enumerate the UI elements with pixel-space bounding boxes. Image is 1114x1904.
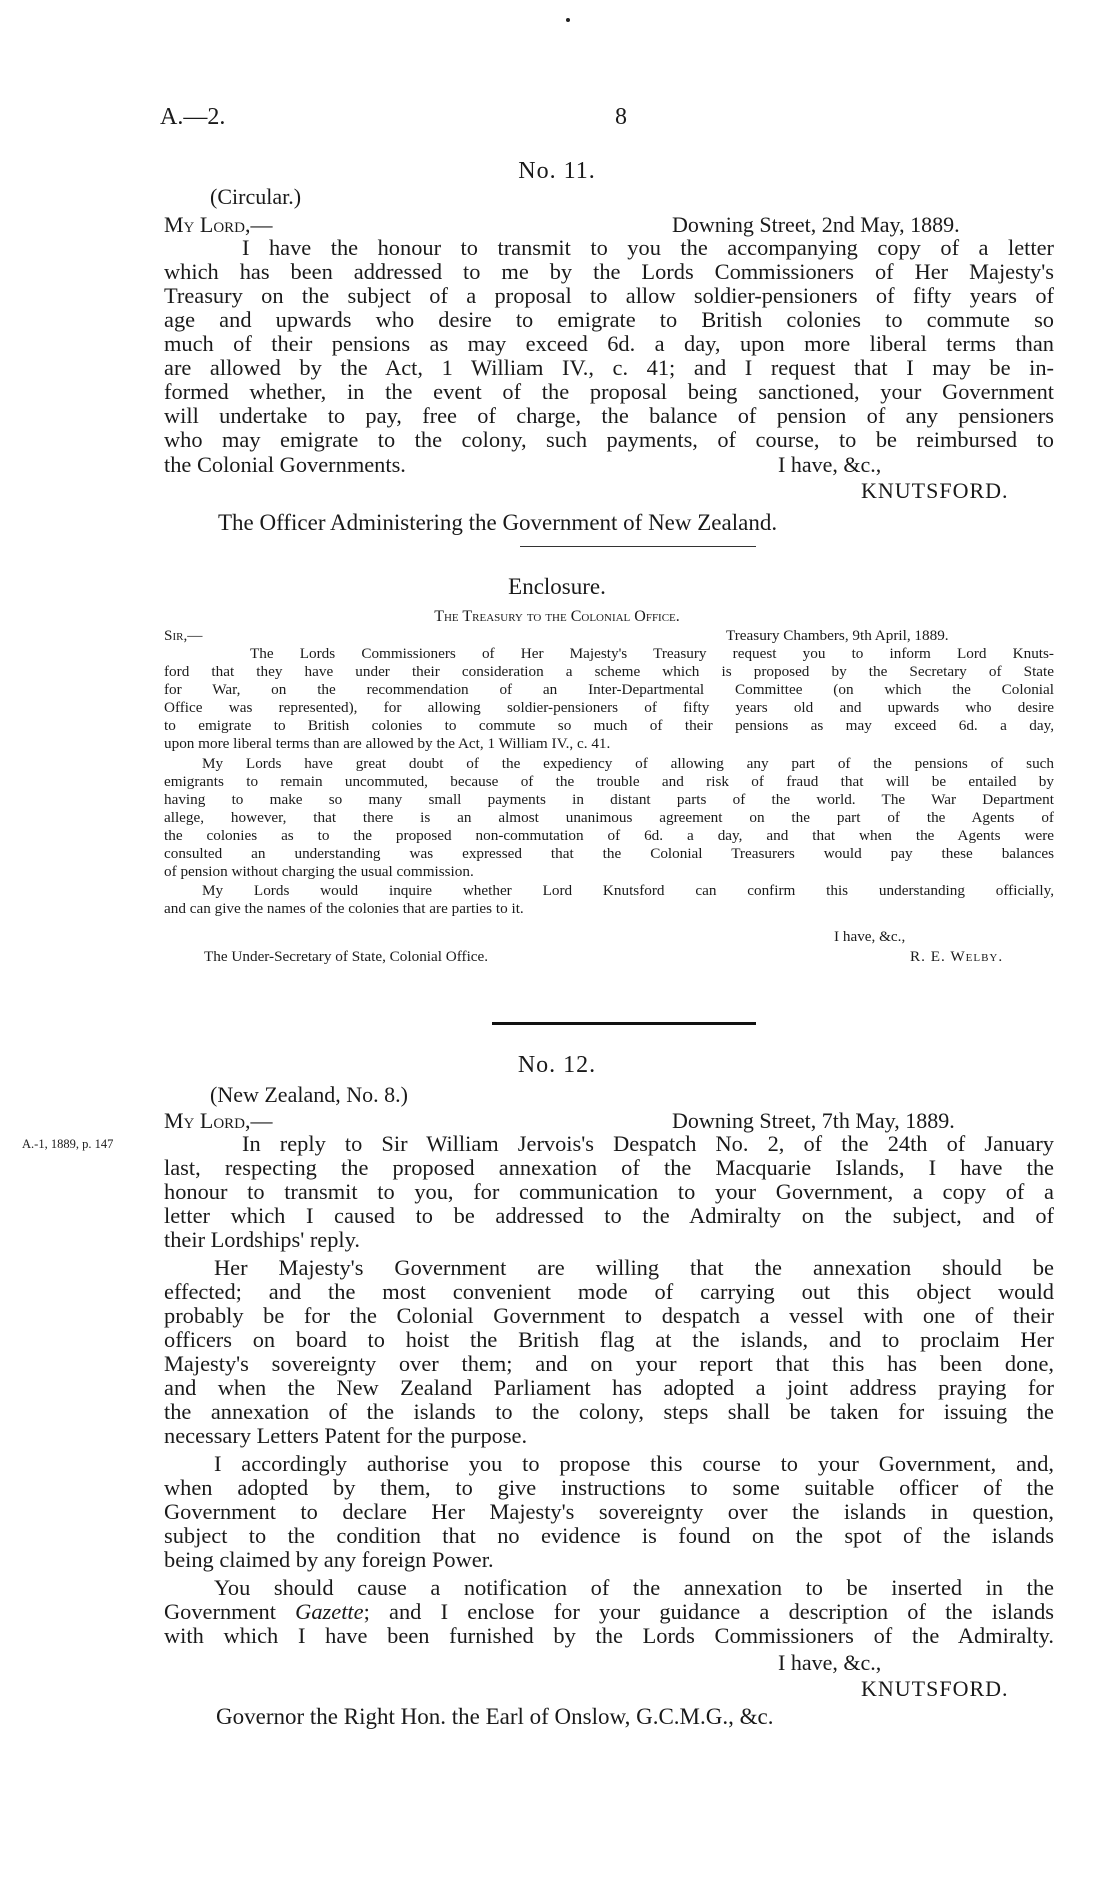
enclosure-from-to: The Treasury to the Colonial Office. (434, 608, 680, 625)
enclosure-line: the colonies as to the proposed non-commutation of 6d. a day, and that when the Agents were (164, 827, 1054, 844)
no12-paragraph-3 (164, 1452, 1054, 1572)
no12-line: subject to the condition that no evidence is found on the spot of the islands (164, 1523, 1054, 1548)
no12-line: Her Majesty's Government are willing that the annexation should be (214, 1255, 1054, 1280)
enclosure-line: ford that they have under their consideration a scheme which is proposed by the Secretary of State (164, 663, 1054, 680)
no11-line: Treasury on the subject of a proposal to allow soldier-pensioners of fifty years of (164, 283, 1054, 308)
no12-reference: (New Zealand, No. 8.) (210, 1082, 408, 1107)
enclosure-dateline: Treasury Chambers, 9th April, 1889. (726, 627, 949, 644)
enclosure-line: upon more liberal terms than are allowed by the Act, 1 William IV., c. 41. (164, 735, 611, 752)
enclosure-line: of pension without charging the usual commission. (164, 863, 474, 880)
enclosure-line: consulted an understanding was expressed that the Colonial Treasurers would pay these balances (164, 845, 1054, 862)
no11-heading: No. 11. (518, 158, 596, 184)
no11-circular: (Circular.) (210, 184, 302, 209)
enclosure-line: The Lords Commissioners of Her Majesty's Treasury request you to inform Lord Knuts- (250, 645, 1054, 662)
no11-line: much of their pensions as may exceed 6d. a day, upon more liberal terms than (164, 331, 1054, 356)
no11-line: formed whether, in the event of the proposal being sanctioned, your Government (164, 379, 1054, 404)
enclosure-line: My Lords would inquire whether Lord Knutsford can confirm this understanding officially, (202, 882, 1054, 899)
enclosure-addressee: The Under-Secretary of State, Colonial Office. (204, 948, 489, 965)
no12-line: honour to transmit to you, for communication to your Government, a copy of a (164, 1179, 1054, 1204)
no12-line: I accordingly authorise you to propose this course to your Government, and, (214, 1451, 1054, 1476)
no12-salutation: My Lord,— (164, 1108, 273, 1133)
enclosure-line: for War, on the recommendation of an Inter-Departmental Committee (on which the Colonial (164, 681, 1054, 698)
no12-line: Majesty's sovereignty over them; and on your report that this has been done, (164, 1351, 1054, 1376)
no12-line: letter which I caused to be addressed to the Admiralty on the subject, and of (164, 1203, 1054, 1228)
no12-paragraph-2 (164, 1256, 1054, 1448)
no12-line: being claimed by any foreign Power. (164, 1547, 494, 1572)
no12-line: and when the New Zealand Parliament has adopted a joint address praying for (164, 1375, 1054, 1400)
no12-line: probably be for the Colonial Government to despatch a vessel with one of their (164, 1303, 1054, 1328)
no11-dateline: Downing Street, 2nd May, 1889. (672, 212, 960, 237)
enclosure-line: allege, however, that there is an almost unanimous agreement on the part of the Agents of (164, 809, 1054, 826)
enclosure-line: having to make so many small payments in distant parts of the world. The War Department (164, 791, 1054, 808)
divider (520, 546, 756, 547)
no11-body (164, 236, 1054, 452)
enclosure-paragraph-2 (164, 755, 1054, 881)
enclosure-closing: I have, &c., (834, 928, 906, 945)
no12-dateline: Downing Street, 7th May, 1889. (672, 1108, 955, 1133)
no12-line (164, 1600, 1054, 1624)
no12-line: necessary Letters Patent for the purpose. (164, 1423, 528, 1448)
no11-line: are allowed by the Act, 1 William IV., c. 41; and I request that I may be in- (164, 355, 1054, 380)
enclosure-signature: R. E. Welby. (910, 948, 1004, 965)
no12-line: with which I have been furnished by the Lords Commissioners of the Admiralty. (164, 1623, 1054, 1648)
no11-line: age and upwards who desire to emigrate to British colonies to commute so (164, 307, 1054, 332)
no12-line: their Lordships' reply. (164, 1227, 360, 1252)
enclosure-line: to emigrate to British colonies to commute so much of their pensions as may exceed 6d. a day, (164, 717, 1054, 734)
enclosure-line: and can give the names of the colonies that are parties to it. (164, 900, 524, 917)
no12-paragraph-4 (164, 1576, 1054, 1648)
no12-heading: No. 12. (517, 1052, 597, 1078)
text-run: ; and I enclose for your guidance a description of the islands (363, 1599, 1054, 1624)
no11-line: will undertake to pay, free of charge, the balance of pension of any pensioners (164, 403, 1054, 428)
enclosure-paragraph-3 (164, 882, 1054, 918)
no11-line: which has been addressed to me by the Lords Commissioners of Her Majesty's (164, 259, 1054, 284)
no11-signature: KNUTSFORD. (861, 478, 1009, 503)
printer-mark (566, 18, 570, 22)
no12-line: when adopted by them, to give instructions to some suitable officer of the (164, 1475, 1054, 1500)
no12-line: the annexation of the islands to the colony, steps shall be taken for issuing the (164, 1399, 1054, 1424)
no12-addressee: Governor the Right Hon. the Earl of Onslow, G.C.M.G., &c. (216, 1704, 774, 1729)
no12-line: In reply to Sir William Jervois's Despatch No. 2, of the 24th of January (242, 1131, 1054, 1156)
no11-line: I have the honour to transmit to you the accompanying copy of a letter (242, 235, 1054, 260)
no12-line: last, respecting the proposed annexation of the Macquarie Islands, I have the (164, 1155, 1054, 1180)
no11-last-line: the Colonial Governments. (164, 452, 406, 477)
enclosure-paragraph-1 (164, 645, 1054, 753)
enclosure-line: Office was represented), for allowing soldier-pensioners of fifty years old and upwards who desire (164, 699, 1054, 716)
no12-line: You should cause a notification of the annexation to be inserted in the (214, 1575, 1054, 1600)
no11-closing: I have, &c., (778, 452, 882, 477)
section-divider (492, 1022, 756, 1025)
enclosure-line: My Lords have great doubt of the expediency of allowing any part of the pensions of such (202, 755, 1054, 772)
enclosure-salutation: Sir,— (164, 627, 203, 644)
no12-closing: I have, &c., (778, 1650, 882, 1675)
no11-line: who may emigrate to the colony, such payments, of course, to be reimbursed to (164, 427, 1054, 452)
paper-reference: A.—2. (160, 104, 226, 130)
no12-paragraph-1 (164, 1132, 1054, 1252)
gazette-italic: Gazette (295, 1599, 364, 1624)
margin-reference: A.-1, 1889, p. 147 (22, 1137, 114, 1151)
no12-line: effected; and the most convenient mode of carrying out this object would (164, 1279, 1054, 1304)
enclosure-line: emigrants to remain uncommuted, because of the trouble and risk of fraud that will be entailed by (164, 773, 1054, 790)
no11-salutation: My Lord,— (164, 212, 273, 237)
no12-signature: KNUTSFORD. (861, 1676, 1009, 1701)
enclosure-title: Enclosure. (508, 574, 606, 599)
no12-line: Government to declare Her Majesty's sovereignty over the islands in question, (164, 1499, 1054, 1524)
no11-addressee: The Officer Administering the Government of New Zealand. (218, 510, 778, 535)
page-number: 8 (615, 104, 627, 130)
text-run: Government (164, 1599, 296, 1624)
no12-line: officers on board to hoist the British flag at the islands, and to proclaim Her (164, 1327, 1054, 1352)
